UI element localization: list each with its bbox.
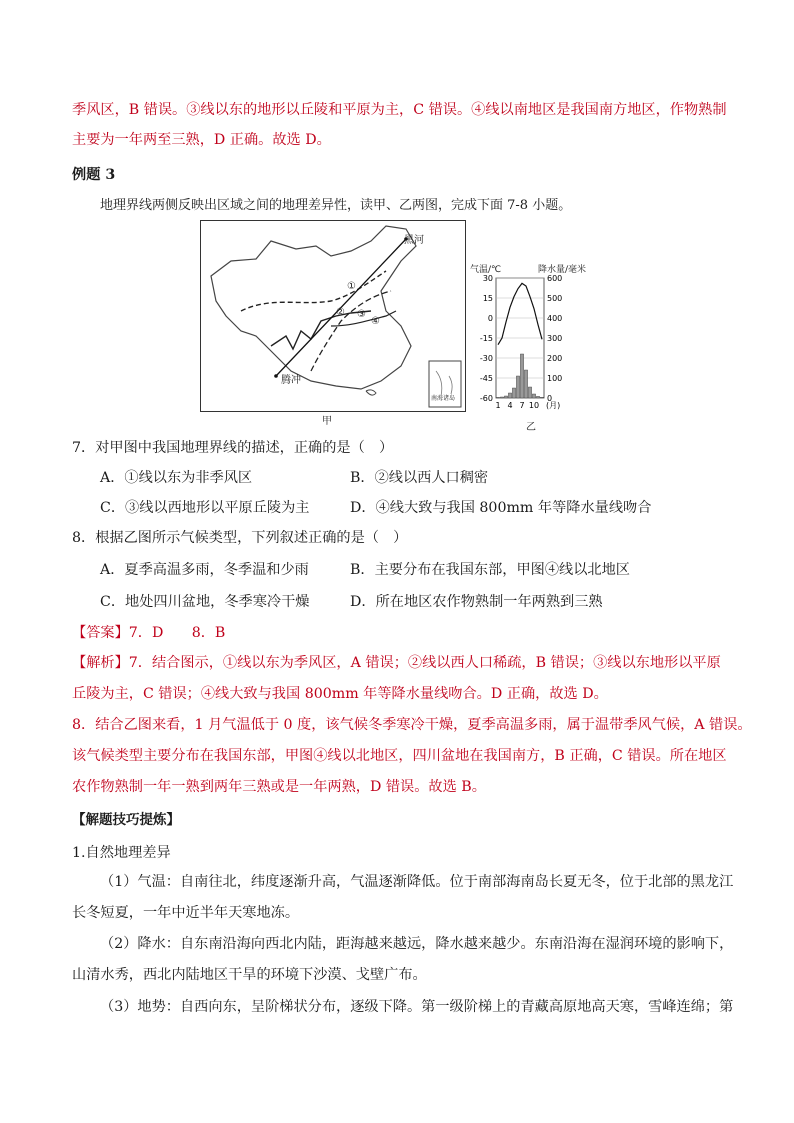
analysis-line: 丘陵为主，C 错误；④线大致与我国 800mm 年等降水量线吻合。D 正确，故选 D。 [72, 686, 608, 702]
option-7d: D．④线大致与我国 800mm 年等降水量线吻合 [350, 500, 652, 516]
precip-bar [520, 354, 523, 398]
precip-bar [540, 397, 543, 398]
option-8b: B．主要分布在我国东部，甲图④线以北地区 [350, 562, 630, 578]
right-tick-label: 600 [547, 274, 563, 283]
x-tick-label: 7 [519, 401, 525, 410]
marker-1: ① [347, 281, 356, 292]
tips-title: 【解题技巧提炼】 [72, 812, 180, 828]
precip-bar [512, 388, 515, 398]
precip-bar [524, 370, 527, 398]
text-line: 季风区，B 错误。③线以东的地形以丘陵和平原为主，C 错误。④线以南地区是我国南方地区，作物熟制 [72, 102, 727, 118]
left-tick-label: -60 [479, 394, 493, 403]
section-heading: 1.自然地理差异 [72, 845, 171, 861]
analysis-line: 农作物熟制一年一熟到两年三熟或是一年两熟，D 错误。故选 B。 [72, 779, 486, 795]
ylabel-right: 降水量/毫米 [538, 265, 587, 275]
option-8c: C．地处四川盆地，冬季寒冷干燥 [100, 594, 310, 610]
x-tick-label: 10 [528, 401, 540, 410]
paragraph-line: （3）地势：自西向东，呈阶梯状分布，逐级下降。第一级阶梯上的青藏高原地高天寒，雪峰连绵；第 [100, 999, 734, 1015]
precip-bar [528, 387, 531, 398]
paragraph-line: （1）气温：自南往北，纬度逐渐升高，气温逐渐降低。位于南部海南岛长夏无冬，位于北部的黑龙江 [100, 874, 734, 890]
china-map [200, 220, 466, 412]
inset-label: 南海诸岛 [431, 395, 456, 402]
marker-3: ③ [357, 309, 366, 320]
question-8: 8．根据乙图所示气候类型，下列叙述正确的是（ ） [72, 530, 408, 546]
left-tick-label: -15 [479, 334, 493, 343]
example-title: 例题 3 [72, 167, 116, 183]
right-tick-label: 0 [547, 394, 553, 403]
paragraph-line: 山清水秀，西北内陆地区干旱的环境下沙漠、戈壁广布。 [72, 967, 427, 983]
answer-line: 【答案】7．D 8．B [72, 625, 226, 641]
left-tick-label: 0 [487, 314, 493, 323]
option-7a: A．①线以东为非季风区 [100, 470, 253, 486]
precip-bar [500, 397, 503, 398]
right-tick-label: 400 [547, 314, 563, 323]
temperature-line [498, 283, 542, 344]
question-7: 7．对甲图中我国地理界线的描述，正确的是（ ） [72, 440, 394, 456]
question-intro: 地理界线两侧反映出区域之间的地理差异性，读甲、乙两图，完成下面 7-8 小题。 [100, 198, 572, 213]
climate-chart [470, 252, 600, 433]
analysis-line: 该气候类型主要分布在我国东部，甲图④线以北地区，四川盆地在我国南方，B 正确，C 错误。所在地区 [72, 748, 727, 764]
paragraph-line: （2）降水：自东南沿海向西北内陆，距海越来越远，降水越来越少。东南沿海在湿润环境的影响下， [100, 936, 734, 952]
analysis-line: 8．结合乙图来看，1 月气温低于 0 度，该气候冬季寒冷干燥，夏季高温多雨，属于温带季风气候，A 错误。 [72, 717, 752, 733]
precip-bar [508, 393, 511, 398]
precip-bar [496, 397, 499, 398]
chart-svg [470, 252, 600, 427]
precip-bar [516, 376, 519, 398]
left-tick-label: -30 [479, 354, 493, 363]
precip-bar [536, 396, 539, 398]
right-tick-label: 500 [547, 294, 563, 303]
x-tick-label: 4 [507, 401, 513, 410]
paragraph-line: 长冬短夏，一年中近半年天寒地冻。 [72, 905, 300, 921]
left-tick-label: 30 [482, 274, 493, 283]
option-7c: C．③线以西地形以平原丘陵为主 [100, 500, 310, 516]
option-8a: A．夏季高温多雨，冬季温和少雨 [100, 562, 309, 578]
x-tick-label: 1 [495, 401, 501, 410]
text-line: 主要为一年两至三熟，D 正确。故选 D。 [72, 132, 331, 148]
chart-caption: 乙 [526, 422, 536, 433]
label-heihe: 黑河 [404, 235, 424, 246]
left-tick-label: 15 [482, 294, 493, 303]
analysis-line: 【解析】7．结合图示，①线以东为季风区，A 错误；②线以西人口稀疏，B 错误；③线以东地形以平原 [72, 655, 721, 671]
precip-bar [532, 394, 535, 398]
ylabel-left: 气温/℃ [470, 265, 502, 275]
map-caption: 甲 [322, 416, 332, 427]
option-8d: D．所在地区农作物熟制一年两熟到三熟 [350, 594, 603, 610]
precip-bar [504, 396, 507, 398]
left-tick-label: -45 [479, 374, 493, 383]
option-7b: B．②线以西人口稠密 [350, 470, 489, 486]
right-tick-label: 200 [547, 354, 563, 363]
marker-2: ② [336, 307, 345, 318]
right-tick-label: 300 [547, 334, 563, 343]
label-tengchong: 腾冲 [281, 375, 301, 386]
right-tick-label: 100 [547, 374, 563, 383]
x-unit-label: (月) [546, 401, 561, 410]
marker-4: ④ [371, 316, 380, 327]
map-svg [201, 221, 465, 411]
